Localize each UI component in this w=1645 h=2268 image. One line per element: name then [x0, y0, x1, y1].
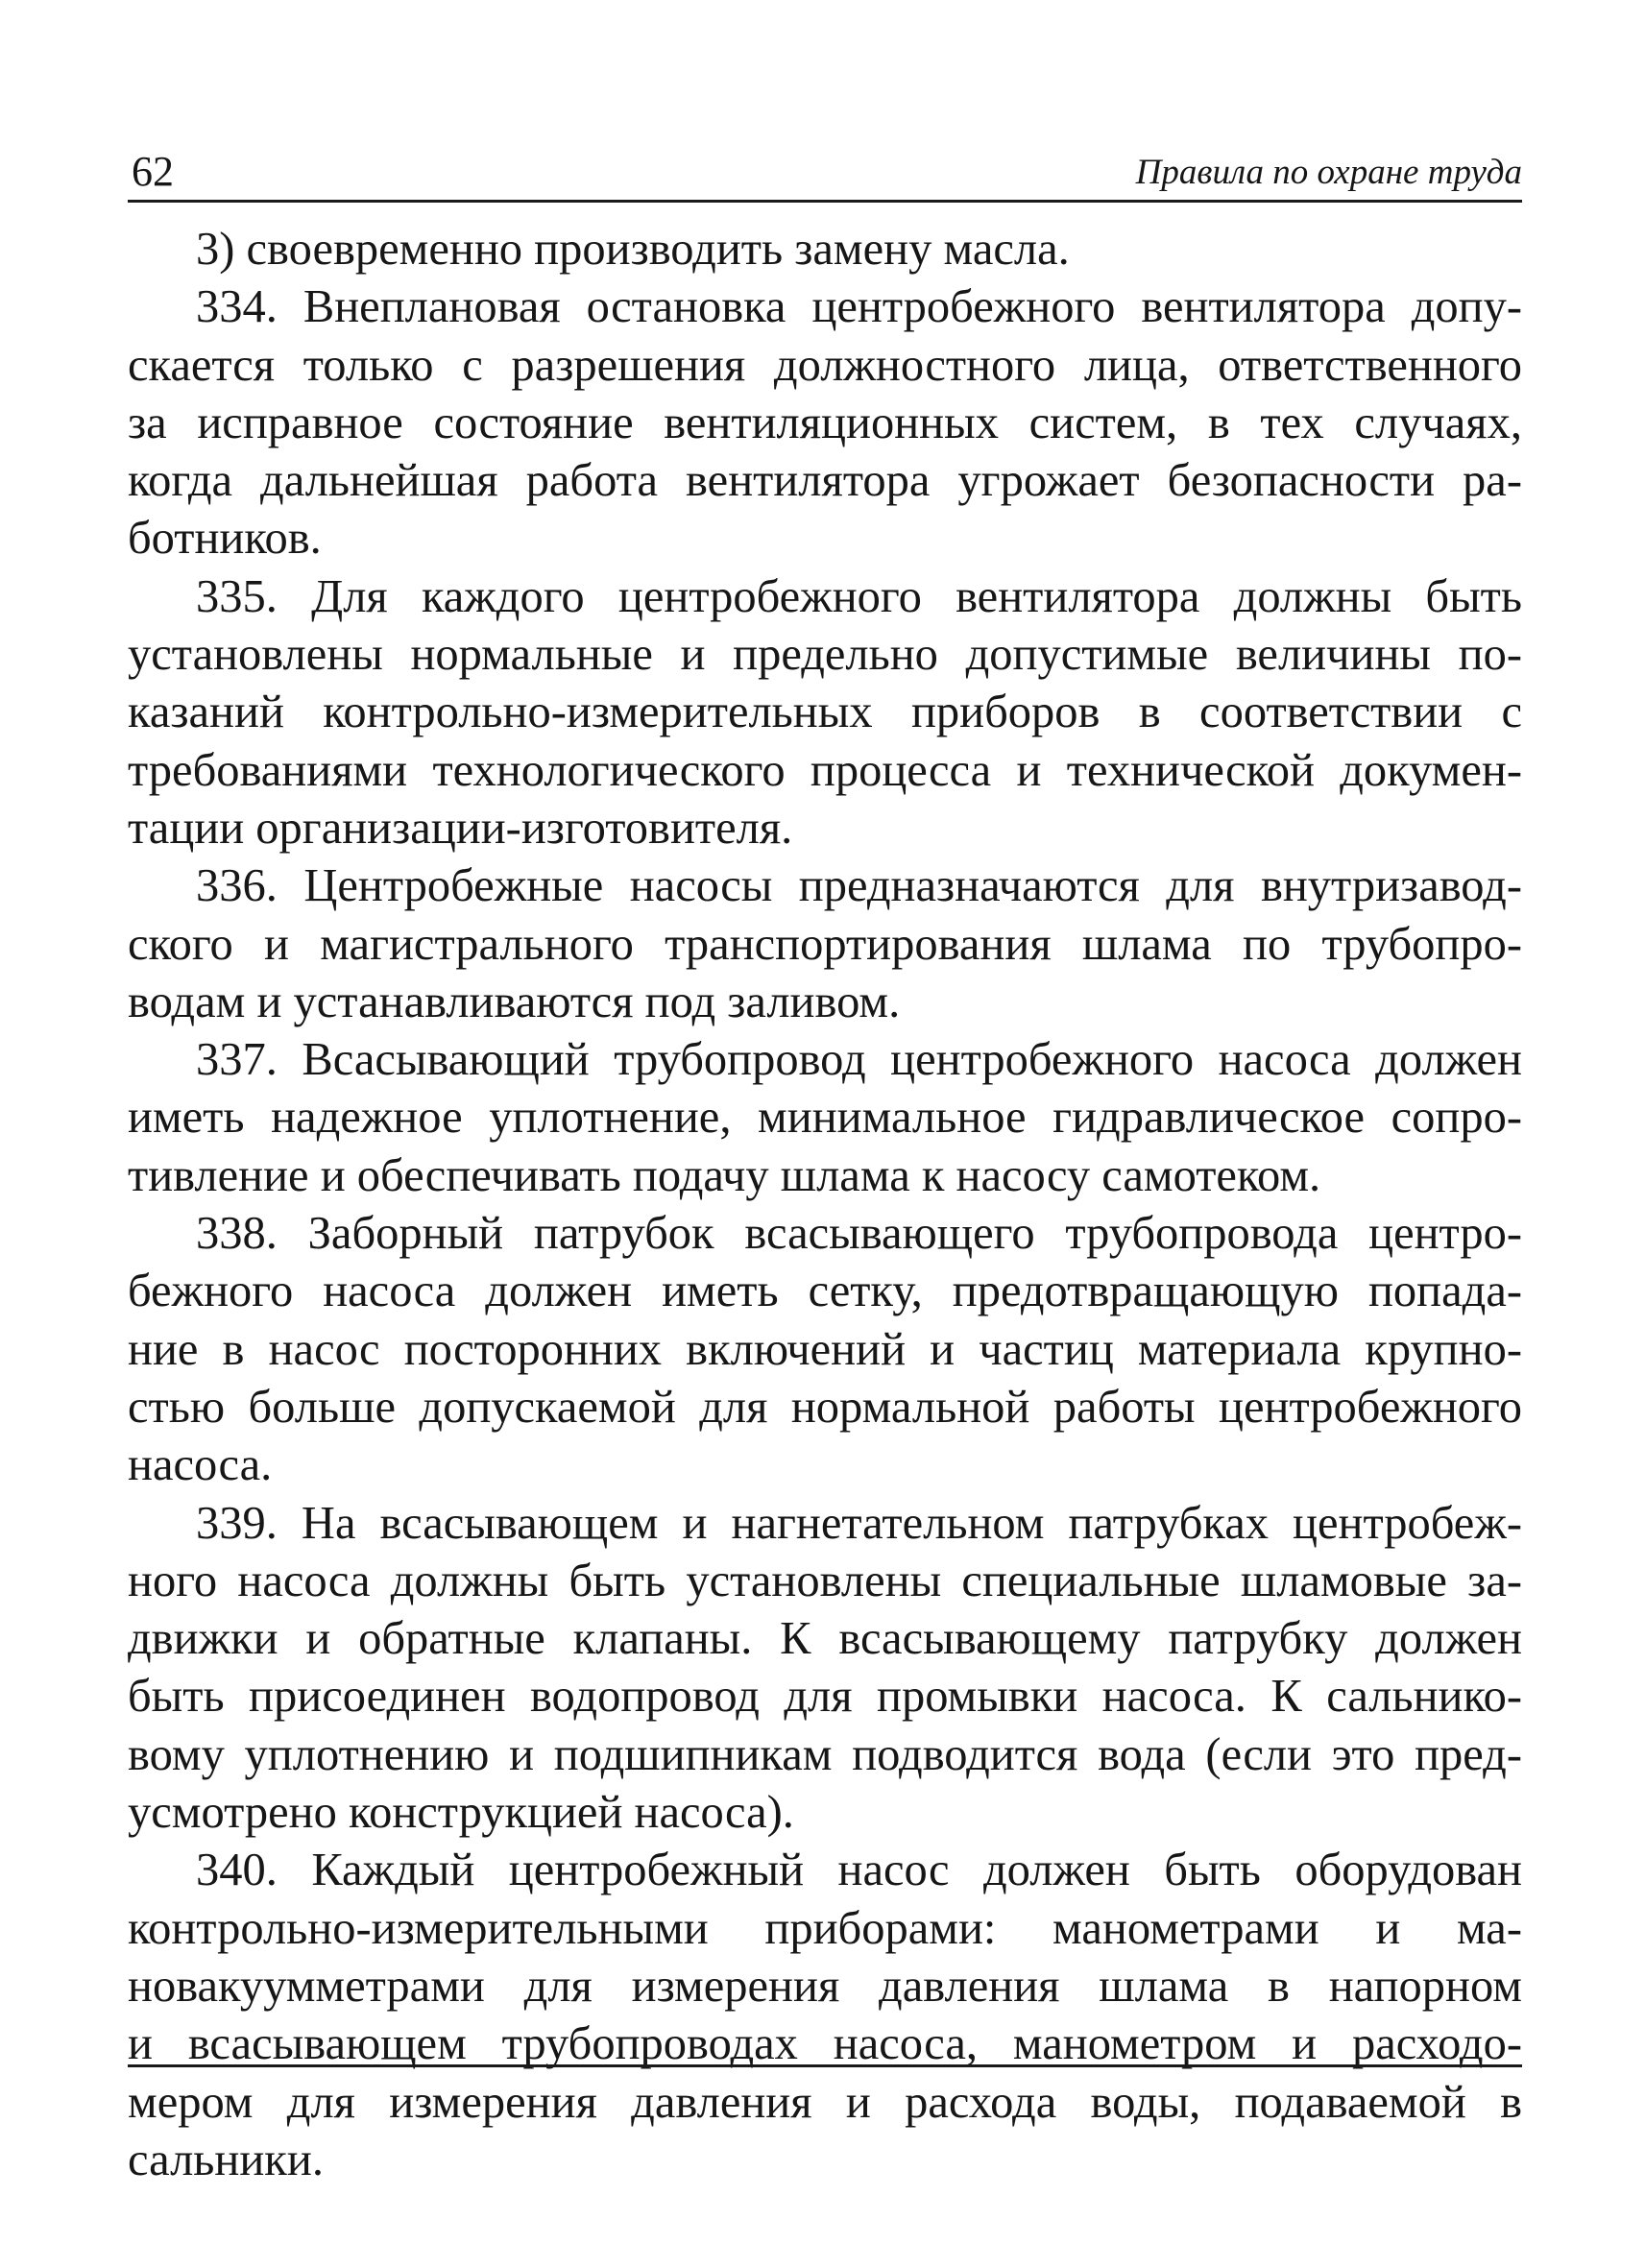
text-line: усмотрено конструкцией насоса).	[128, 1787, 794, 1839]
text-line: 3) своевременно производить замену масла.	[196, 224, 1070, 275]
body-text	[128, 221, 1522, 2189]
text-line: ского и магистрального транспортирования шлама по трубопро-	[128, 918, 1522, 970]
running-title: Правила по охране труда	[1135, 153, 1522, 192]
text-line: требованиями технологического процесса и технической докумен-	[128, 744, 1522, 796]
text-line: тивление и обеспечивать подачу шлама к насосу самотеком.	[128, 1149, 1321, 1201]
text-line: 334. Внеплановая остановка центробежного вентилятора допу-	[196, 281, 1522, 333]
text-line: 337. Всасывающий трубопровод центробежного насоса должен	[196, 1034, 1522, 1086]
text-line: движки и обратные клапаны. К всасывающему патрубку должен	[128, 1613, 1522, 1665]
text-line: скается только с разрешения должностного лица, ответственного	[128, 339, 1522, 391]
text-line: ботников.	[128, 513, 322, 565]
text-line: контрольно-измерительными приборами: манометрами и ма-	[128, 1902, 1522, 1954]
text-line: бежного насоса должен иметь сетку, предотвращающую попада-	[128, 1266, 1522, 1317]
text-line: когда дальнейшая работа вентилятора угрожает безопасности ра-	[128, 455, 1522, 507]
footer-rule	[128, 2064, 1522, 2067]
paragraph-p338	[128, 1205, 1522, 1494]
text-line: насоса.	[128, 1439, 273, 1491]
paragraph-p340	[128, 1842, 1522, 2189]
text-line: новакуумметрами для измерения давления шлама в напорном	[128, 1960, 1522, 2012]
text-line: 336. Центробежные насосы предназначаются для внутризавод-	[196, 860, 1522, 912]
text-line: 339. На всасывающем и нагнетательном патрубках центробеж-	[196, 1497, 1522, 1549]
text-line: водам и устанавливаются под заливом.	[128, 976, 901, 1027]
text-line: установлены нормальные и предельно допустимые величины по-	[128, 629, 1522, 681]
text-line: казаний контрольно-измерительных приборов в соответствии с	[128, 687, 1522, 738]
text-line: сальники.	[128, 2134, 324, 2185]
text-line: 335. Для каждого центробежного вентилятора должны быть	[196, 570, 1522, 622]
text-line: 340. Каждый центробежный насос должен быть оборудован	[196, 1845, 1522, 1896]
page-number: 62	[132, 148, 174, 195]
text-line: и всасывающем трубопроводах насоса, манометром и расходо-	[128, 2018, 1522, 2070]
paragraph-p337	[128, 1031, 1522, 1205]
text-line: мером для измерения давления и расхода воды, подаваемой в	[128, 2076, 1522, 2128]
text-line: быть присоединен водопровод для промывки насоса. К сальнико-	[128, 1671, 1522, 1723]
text-line: тации организации-изготовителя.	[128, 802, 793, 854]
text-line: иметь надежное уплотнение, минимальное гидравлическое сопро-	[128, 1092, 1522, 1144]
text-line: за исправное состояние вентиляционных систем, в тех случаях,	[128, 397, 1522, 448]
text-line: ние в насос посторонних включений и частиц материала крупно-	[128, 1323, 1522, 1375]
text-line: 338. Заборный патрубок всасывающего трубопровода центро-	[196, 1208, 1522, 1260]
text-line: стью больше допускаемой для нормальной работы центробежного	[128, 1381, 1522, 1433]
text-line: ного насоса должны быть установлены специальные шламовые за-	[128, 1555, 1522, 1606]
paragraph-p334	[128, 278, 1522, 567]
page-header	[128, 144, 1522, 203]
paragraph-p335	[128, 568, 1522, 857]
paragraph-p336	[128, 857, 1522, 1031]
paragraph-p339	[128, 1495, 1522, 1843]
paragraph-p333-3	[128, 221, 1522, 278]
text-line: вому уплотнению и подшипникам подводится вода (если это пред-	[128, 1728, 1522, 1780]
